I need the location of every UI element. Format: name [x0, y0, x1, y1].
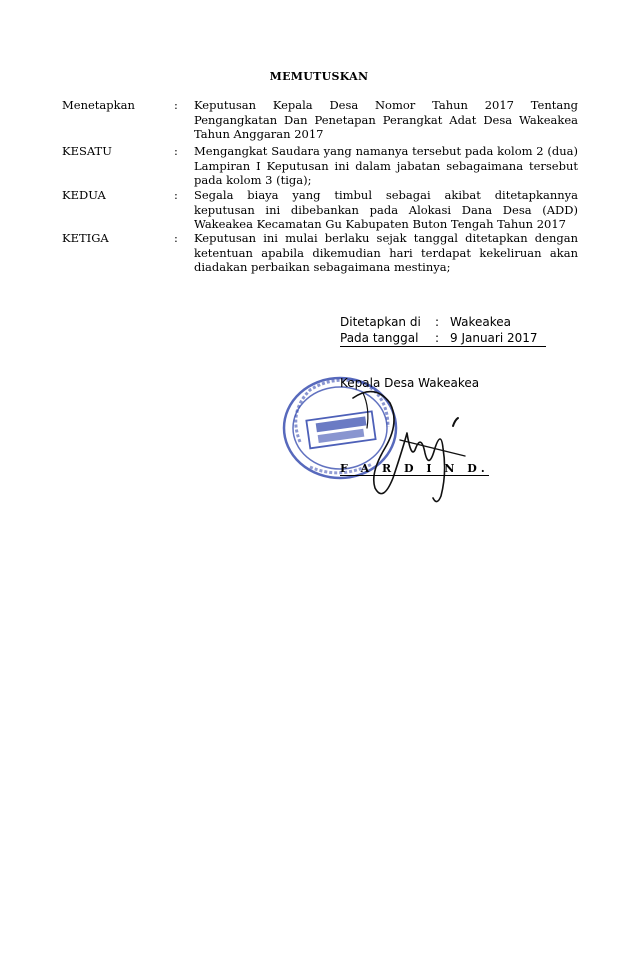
date-value: 9 Januari 2017	[450, 331, 538, 345]
decision-heading: MEMUTUSKAN	[269, 70, 369, 83]
row-label: KEDUA	[62, 188, 106, 202]
row-colon: :	[174, 188, 178, 202]
date-underline	[340, 346, 546, 347]
date-colon: :	[435, 331, 440, 345]
row-label: KETIGA	[62, 231, 109, 245]
row-text: Segala biaya yang timbul sebagai akibat ditetapkannya keputusan ini dibebankan pada Alokasi Dana Desa (ADD) Wakeakea Kecamatan Gu Kabupaten Buton Tengah Tahun 2017	[194, 188, 578, 231]
row-text: Mengangkat Saudara yang namanya tersebut pada kolom 2 (dua) Lampiran I Keputusan ini dalam jabatan sebagaimana tersebut pada kolom 3 (tiga);	[194, 144, 578, 187]
row-label: KESATU	[62, 144, 112, 158]
row-colon: :	[174, 98, 178, 112]
row-colon: :	[174, 231, 178, 245]
signer-name: F A R D I N D.	[340, 462, 490, 475]
row-label: Menetapkan	[62, 98, 135, 112]
row-colon: :	[174, 144, 178, 158]
place-colon: :	[435, 315, 440, 329]
place-value: Wakeakea	[450, 315, 511, 329]
handwritten-signature	[345, 378, 470, 508]
place-label: Ditetapkan di	[340, 315, 421, 329]
date-label: Pada tanggal	[340, 331, 419, 345]
signer-position: Kepala Desa Wakeakea	[340, 376, 480, 390]
row-text: Keputusan ini mulai berlaku sejak tanggal ditetapkan dengan ketentuan apabila dikemudian hari terdapat kekeliruan akan diadakan perbaikan sebagaimana mestinya;	[194, 231, 578, 274]
row-text: Keputusan Kepala Desa Nomor Tahun 2017 Tentang Pengangkatan Dan Penetapan Perangkat Adat Desa Wakeakea Tahun Anggaran 2017	[194, 98, 578, 141]
